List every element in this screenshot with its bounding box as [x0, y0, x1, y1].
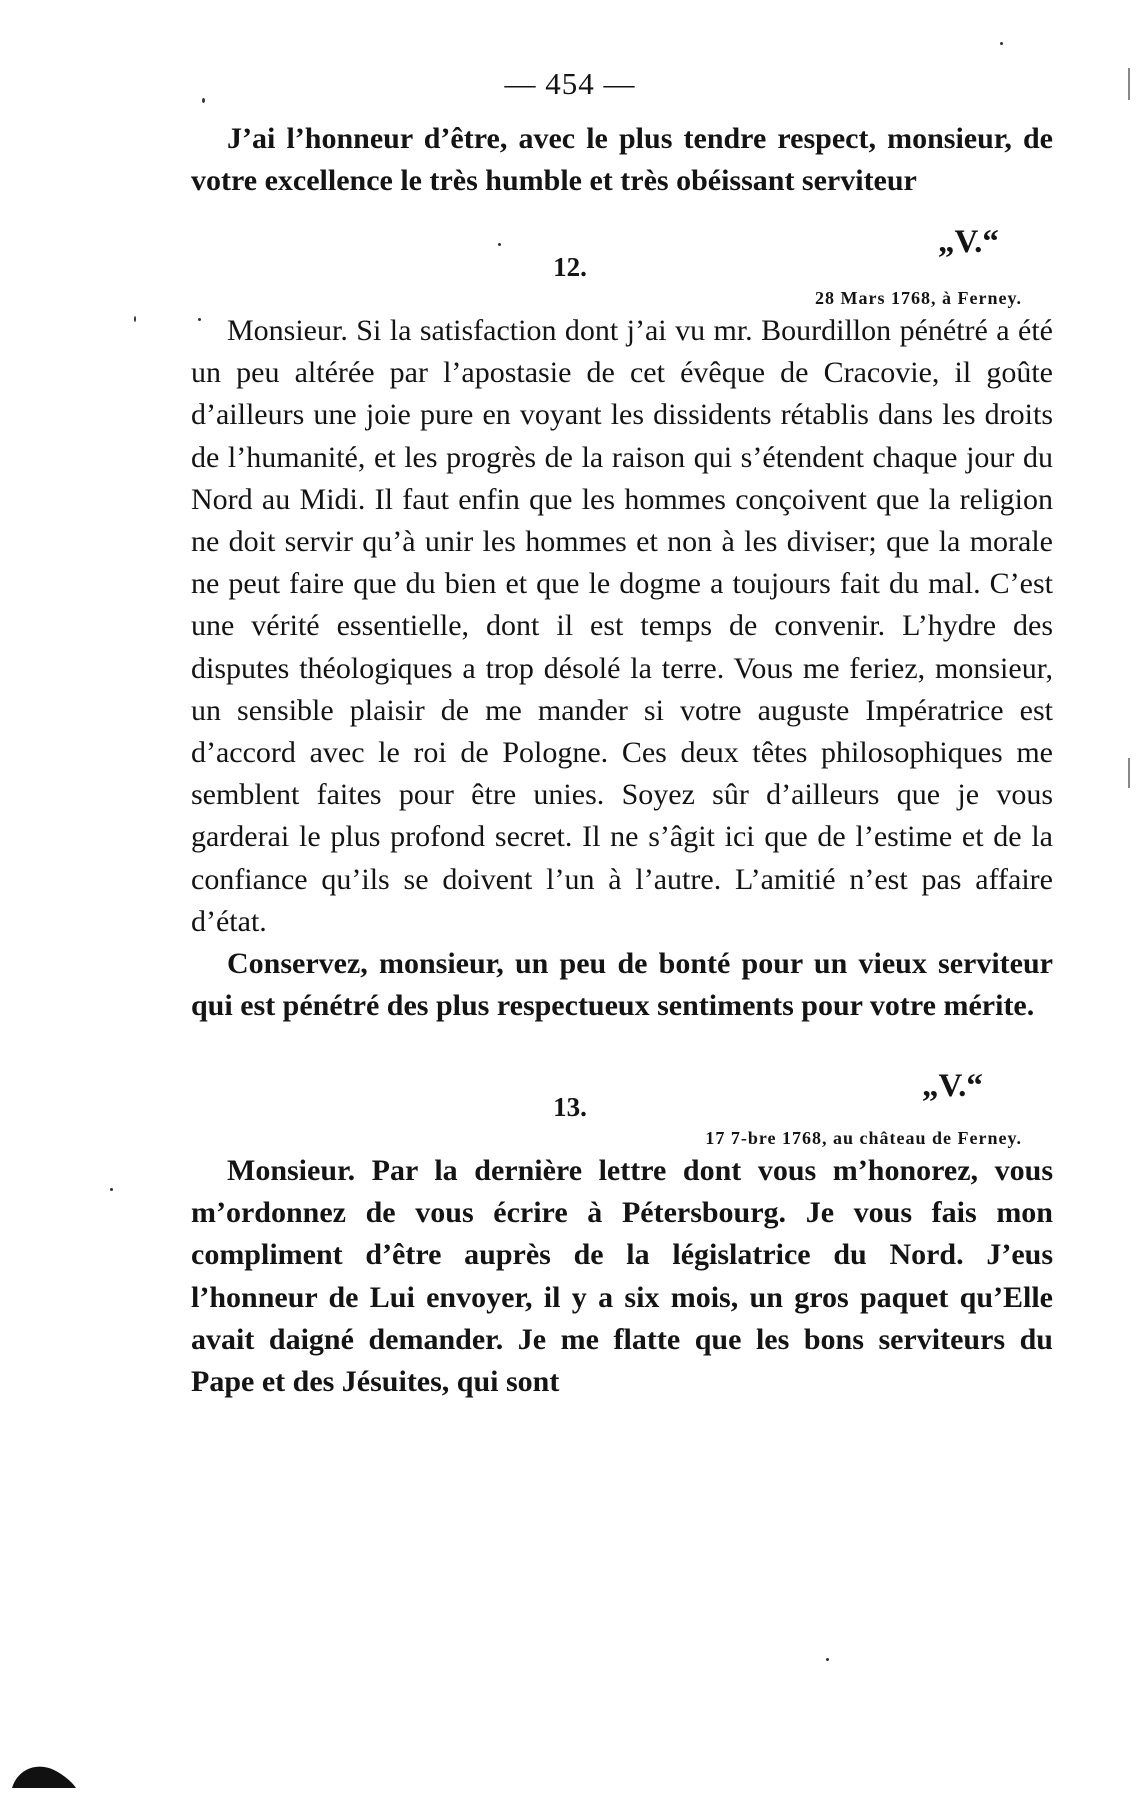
scan-speck — [1000, 42, 1003, 45]
scan-speck — [498, 243, 501, 246]
letter-12-body — [191, 310, 1053, 1027]
scan-speck — [110, 1188, 113, 1191]
closing-paragraph: J’ai l’honneur d’être, avec le plus tendre respect, monsieur, de votre excellence le très humble et très obéissant serviteur — [191, 122, 1053, 198]
letter-12-dateline: 28 Mars 1768, à Ferney. — [815, 288, 1022, 308]
signature-letter-12: „V.“ — [922, 1068, 983, 1104]
scan-speck — [134, 316, 136, 322]
letter-13-body — [191, 1150, 1053, 1403]
ink-blot-icon — [8, 1760, 78, 1790]
scan-speck — [826, 1658, 829, 1661]
letter-13-paragraph-1: Monsieur. Par la dernière lettre dont vous m’honorez, vous m’ordonnez de vous écrire à Pétersbourg. Je vous fais mon compliment d’être auprès de la législatrice du Nord. J’eus l’honneur de Lui envoyer, il y a six mois, un gros paquet qu’Elle avait daigné demander. Je me flatte que les bons serviteurs du Pape et des Jésuites, qui sont — [191, 1154, 1053, 1399]
scan-speck — [198, 318, 201, 321]
letter-13-dateline: 17 7-bre 1768, au château de Ferney. — [705, 1128, 1022, 1148]
letter-12-paragraph-2: Conservez, monsieur, un peu de bonté pour un vieux serviteur qui est pénétré des plus respectueux sentiments pour votre mérite. — [191, 947, 1053, 1023]
letter-number-13: 13. — [553, 1092, 587, 1122]
signature-previous-letter: „V.“ — [938, 224, 999, 260]
closing-text-block — [191, 118, 1053, 202]
letter-number-12: 12. — [553, 252, 587, 282]
scan-edge-mark — [1128, 68, 1130, 100]
page-number: — 454 — — [504, 66, 636, 101]
scan-speck — [202, 98, 205, 103]
scan-edge-mark — [1128, 758, 1130, 788]
letter-12-paragraph-1: Monsieur. Si la satisfaction dont j’ai vu mr. Bourdillon pénétré a été un peu altérée par l’apostasie de cet évêque de Cracovie, il goûte d’ailleurs une joie pure en voyant les dissidents rétablis dans les droits de l’humanité, et les progrès de la raison qui s’étendent chaque jour du Nord au Midi. Il faut enfin que les hommes conçoivent que la religion ne doit servir qu’à unir les hommes et non à les diviser; que la morale ne peut faire que du bien et que le dogme a toujours fait du mal. C’est une vérité essentielle, dont il est temps de convenir. L’hydre des disputes théologiques a trop désolé la terre. Vous me feriez, monsieur, un sensible plaisir de me mander si votre auguste Impératrice est d’accord avec le roi de Pologne. Ces deux têtes philosophiques me semblent faites pour être unies. Soyez sûr d’ailleurs que je vous garderai le plus profond secret. Il ne s’âgit ici que de l’estime et de la confiance qu’ils se doivent l’un à l’autre. L’amitié n’est pas affaire d’état. — [191, 314, 1053, 938]
